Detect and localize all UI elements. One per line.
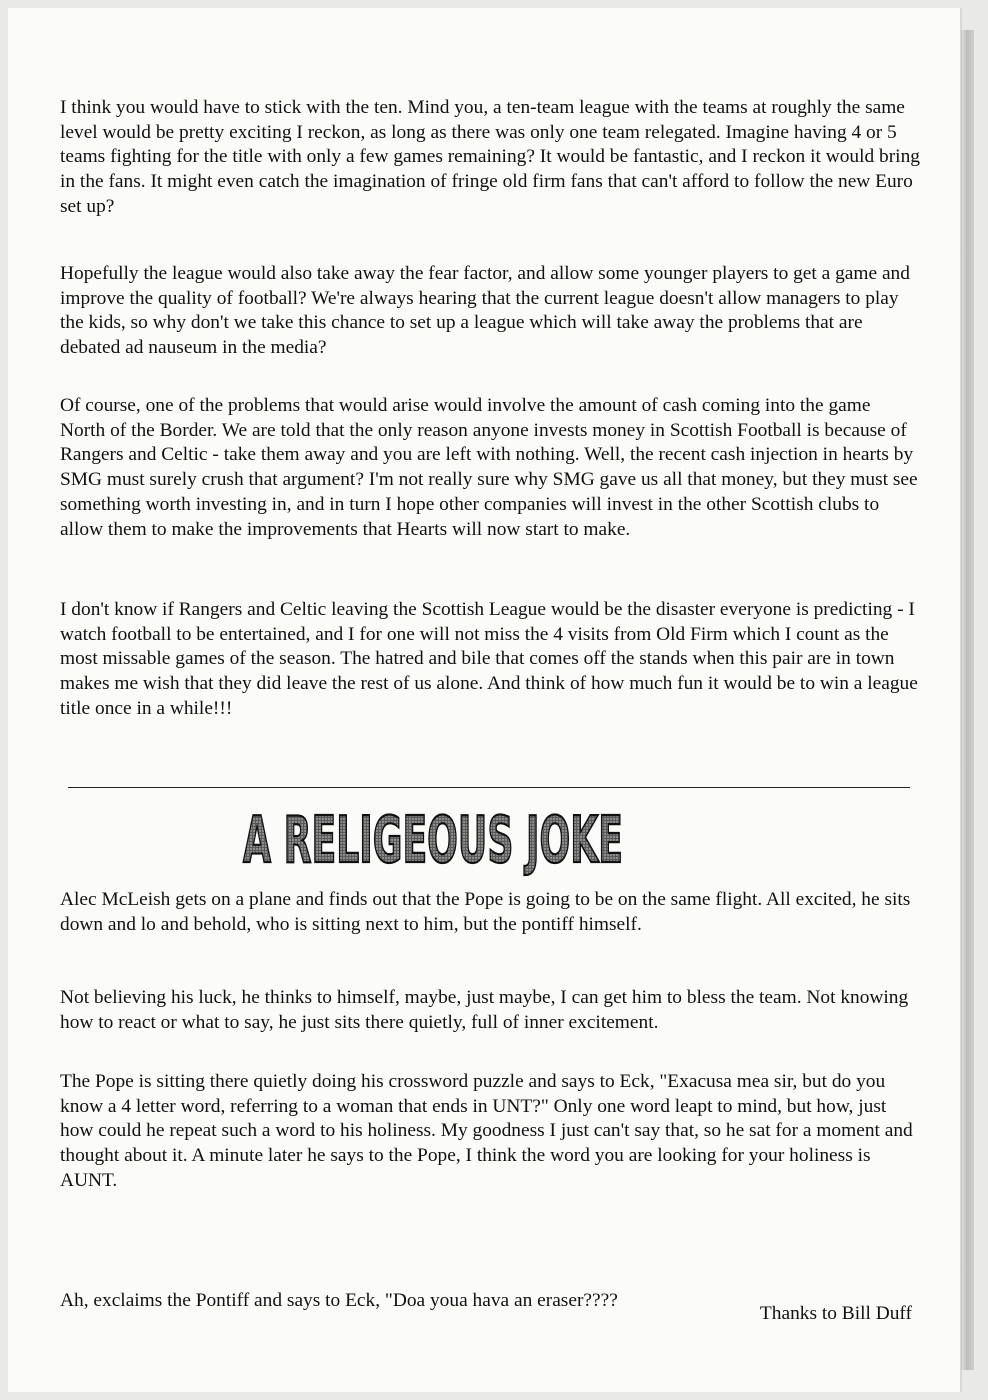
paragraph-text: I don't know if Rangers and Celtic leaving the Scottish League would be the disaster everyone is predicting - I watch football to be entertained, and I for one will not miss the 4 visits from Old Firm which I count as the most missable games of the season. The hatred and bile that comes off the stands when this pair are in town makes me wish that they did leave the rest of us alone. And think of how much fun it would be to win a league title once in a while!!! xyxy=(60,599,918,719)
paragraph-text: Alec McLeish gets on a plane and finds out that the Pope is going to be on the same flight. All excited, he sits down and lo and behold, who is sitting next to him, but the pontiff himself. xyxy=(60,889,911,935)
page-edge-shadow xyxy=(961,30,974,1370)
article-paragraph-3 xyxy=(60,394,920,542)
joke-paragraph-1 xyxy=(60,888,920,937)
paragraph-text: The Pope is sitting there quietly doing his crossword puzzle and says to Eck, "Exacusa mea sir, but do you know a 4 letter word, referring to a woman that ends in UNT?" Only one word leapt to mind, but how, just how could he repeat such a word to his holiness. My goodness I just can't say that, so he sat for a moment and thought about it. A minute later he says to the Pope, I think the word you are looking for your holiness is AUNT. xyxy=(60,1071,913,1191)
paragraph-text: Of course, one of the problems that would arise would involve the amount of cash coming into the game North of the Border. We are told that the only reason anyone invests money in Scottish Football is because of Rangers and Celtic - take them away and you are left with nothing. Well, the recent cash injection in hearts by SMG must surely crush that argument? I'm not really sure why SMG gave us all that money, but they must see something worth investing in, and in turn I hope other companies will invest in the other Scottish clubs to allow them to make the improvements that Hearts will now start to make. xyxy=(60,395,918,540)
joke-paragraph-3 xyxy=(60,1070,920,1194)
joke-credit: Thanks to Bill Duff xyxy=(759,1303,912,1324)
article-paragraph-4 xyxy=(60,598,920,722)
paragraph-text: I think you would have to stick with the ten. Mind you, a ten-team league with the teams at roughly the same level would be pretty exciting I reckon, as long as there was only one team relegated. Imagine having 4 or 5 teams fighting for the title with only a few games remaining? It would be fantastic, and I reckon it would bring in the fans. It might even catch the imagination of fringe old firm fans that can't afford to follow the new Euro set up? xyxy=(60,97,920,217)
paragraph-text: Not believing his luck, he thinks to himself, maybe, just maybe, I can get him to bless the team. Not knowing how to react or what to say, he just sits there quietly, full of inner excitement. xyxy=(60,987,909,1033)
article-paragraph-2 xyxy=(60,262,920,361)
joke-title-text: A RELIGEOUS JOKE xyxy=(243,804,623,878)
paragraph-text: Ah, exclaims the Pontiff and says to Eck, "Doa youa hava an eraser???? xyxy=(60,1290,618,1311)
article-paragraph-1 xyxy=(60,96,920,220)
joke-paragraph-2 xyxy=(60,986,920,1035)
joke-title-logo xyxy=(238,800,628,878)
section-divider xyxy=(68,787,910,788)
paragraph-text: Hopefully the league would also take away the fear factor, and allow some younger players to get a game and improve the quality of football? We're always hearing that the current league doesn't allow managers to play the kids, so why don't we take this chance to set up a league which will take away the problems that are debated ad nauseum in the media? xyxy=(60,263,910,359)
